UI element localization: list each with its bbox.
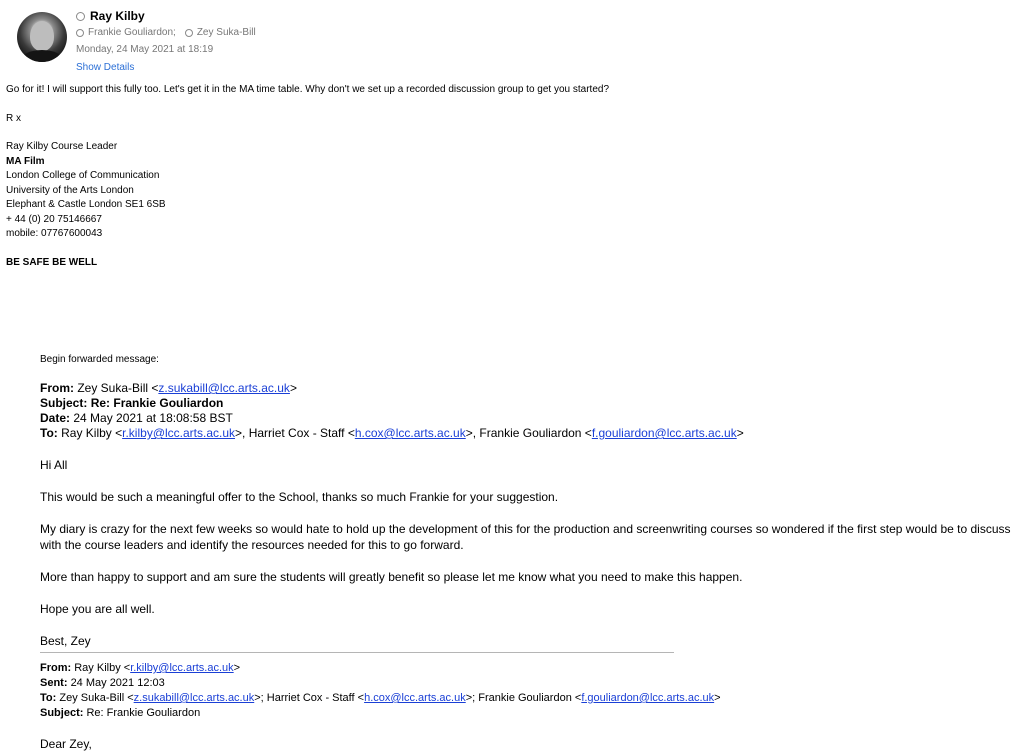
forwarded-greeting: Hi All bbox=[40, 458, 68, 472]
to-name: >, Harriet Cox - Staff < bbox=[235, 426, 355, 440]
original-to-label: To: bbox=[40, 692, 57, 704]
to-name: Zey Suka-Bill < bbox=[59, 692, 134, 704]
bracket: > bbox=[289, 381, 297, 395]
forwarded-subject-text: Re: Frankie Gouliardon bbox=[90, 396, 224, 410]
status-circle-icon bbox=[185, 29, 193, 37]
reply-body bbox=[6, 83, 609, 270]
original-from bbox=[40, 661, 721, 676]
original-greeting: Dear Zey, bbox=[40, 737, 92, 751]
forwarded-from-label: From: bbox=[40, 381, 74, 395]
original-from-name: Ray Kilby < bbox=[74, 662, 131, 674]
show-details-link[interactable]: Show Details bbox=[76, 62, 135, 73]
reply-signoff: R x bbox=[6, 112, 21, 124]
forwarded-begin: Begin forwarded message: bbox=[40, 354, 159, 365]
divider bbox=[40, 652, 674, 653]
original-subject bbox=[40, 706, 721, 721]
signature-address: Elephant & Castle London SE1 6SB bbox=[6, 199, 166, 210]
forwarded-paragraph: My diary is crazy for the next few weeks so would hate to hold up the development of this for the production and screenwriting courses so wondered if the first step would be to discuss with the course leaders and identify the resources needed for this to go forward. bbox=[40, 522, 1011, 552]
recipient-frankie[interactable]: Frankie Gouliardon; bbox=[88, 27, 176, 38]
status-circle-icon bbox=[76, 12, 85, 21]
original-sent bbox=[40, 676, 721, 691]
status-circle-icon bbox=[76, 29, 84, 37]
original-from-label: From: bbox=[40, 662, 72, 674]
email-link[interactable]: r.kilby@lcc.arts.ac.uk bbox=[122, 426, 236, 440]
email-link[interactable]: h.cox@lcc.arts.ac.uk bbox=[364, 692, 466, 704]
forwarded-paragraph: This would be such a meaningful offer to the School, thanks so much Frankie for your suggestion. bbox=[40, 490, 559, 504]
forwarded-message bbox=[40, 354, 1024, 649]
forwarded-date-text: 24 May 2021 at 18:08:58 BST bbox=[73, 411, 233, 425]
original-message bbox=[40, 661, 721, 752]
forwarded-closing: Best, Zey bbox=[40, 634, 91, 648]
forwarded-to-label: To: bbox=[40, 426, 58, 440]
forwarded-date-label: Date: bbox=[40, 411, 71, 425]
email-link[interactable]: z.sukabill@lcc.arts.ac.uk bbox=[133, 692, 255, 704]
forwarded-subject-label: Subject: bbox=[40, 396, 88, 410]
recipient-zey[interactable]: Zey Suka-Bill bbox=[196, 27, 256, 38]
recipients-row bbox=[76, 27, 256, 38]
forwarded-to bbox=[40, 426, 1024, 441]
email-link[interactable]: f.gouliardon@lcc.arts.ac.uk bbox=[591, 426, 737, 440]
email-link[interactable]: r.kilby@lcc.arts.ac.uk bbox=[130, 662, 234, 674]
original-to bbox=[40, 691, 721, 706]
bracket: > bbox=[233, 662, 241, 674]
email-link[interactable]: f.gouliardon@lcc.arts.ac.uk bbox=[581, 692, 715, 704]
message-date: Monday, 24 May 2021 at 18:19 bbox=[76, 44, 214, 55]
message-header bbox=[0, 0, 1024, 80]
avatar-shirt bbox=[21, 50, 63, 62]
forwarded-from bbox=[40, 381, 1024, 396]
original-sent-label: Sent: bbox=[40, 677, 68, 689]
signature-program: MA Film bbox=[6, 155, 45, 167]
avatar[interactable] bbox=[17, 12, 67, 62]
signature-university: University of the Arts London bbox=[6, 184, 134, 196]
forwarded-date bbox=[40, 411, 1024, 426]
sender-name[interactable]: Ray Kilby bbox=[90, 9, 145, 23]
to-name: >, Frankie Gouliardon < bbox=[465, 426, 592, 440]
original-subject-text: Re: Frankie Gouliardon bbox=[86, 707, 201, 719]
to-name: >; Harriet Cox - Staff < bbox=[254, 692, 365, 704]
signature-college: London College of Communication bbox=[6, 170, 160, 181]
email-link[interactable]: h.cox@lcc.arts.ac.uk bbox=[354, 426, 466, 440]
email-link[interactable]: z.sukabill@lcc.arts.ac.uk bbox=[158, 381, 290, 395]
forwarded-from-name: Zey Suka-Bill < bbox=[77, 381, 159, 395]
to-name: >; Frankie Gouliardon < bbox=[465, 692, 582, 704]
signature-phone: + 44 (0) 20 75146667 bbox=[6, 213, 102, 225]
signature-motto: BE SAFE BE WELL bbox=[6, 256, 98, 268]
original-sent-text: 24 May 2021 12:03 bbox=[70, 677, 165, 689]
forwarded-paragraph: More than happy to support and am sure the students will greatly benefit so please let me know what you need to make this happen. bbox=[40, 570, 743, 584]
sender-row bbox=[76, 9, 145, 23]
reply-message: Go for it! I will support this fully too. Let's get it in the MA time table. Why don't we set up a recorded discussion group to get you started? bbox=[6, 84, 610, 95]
forwarded-subject bbox=[40, 396, 1024, 411]
original-subject-label: Subject: bbox=[40, 707, 84, 719]
avatar-face bbox=[30, 21, 54, 51]
signature-mobile: mobile: 07767600043 bbox=[6, 228, 103, 239]
forwarded-paragraph: Hope you are all well. bbox=[40, 602, 155, 616]
bracket: > bbox=[736, 426, 744, 440]
signature-name: Ray Kilby Course Leader bbox=[6, 141, 118, 152]
to-name: Ray Kilby < bbox=[61, 426, 123, 440]
bracket: > bbox=[714, 692, 721, 704]
